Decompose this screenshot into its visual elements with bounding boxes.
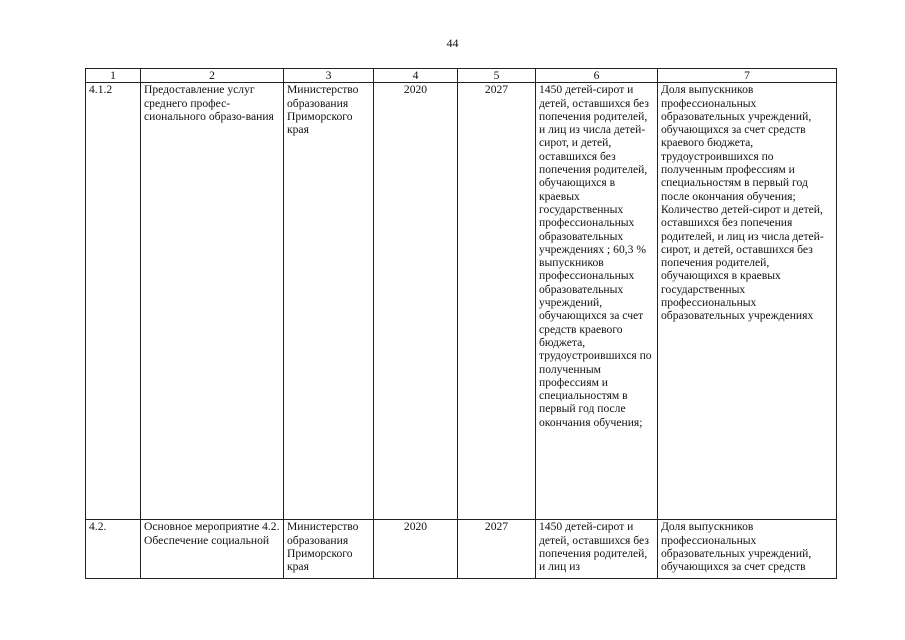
header-row	[86, 69, 837, 83]
column-header-7: 7	[658, 69, 837, 83]
start-year: 2020	[374, 83, 458, 520]
expected-result: 1450 детей-сирот и детей, оставшихся без попечения родителей, и лиц из	[536, 520, 658, 579]
column-header-3: 3	[284, 69, 374, 83]
column-header-1: 1	[86, 69, 141, 83]
linked-indicators: Доля выпускников профессиональных образовательных учреждений, обучающихся за счет средств краевого бюджета, трудоустроившихся по полученным профессиям и специальностям в первый год после окончания обучения; Количество детей-сирот и детей, оставшихся без попечения родителей, и лиц из числа детей-сирот, и детей, оставшихся без попечения родителей, обучающихся в краевых государственных профессиональных образовательных учреждениях	[658, 83, 837, 520]
table-row	[86, 83, 837, 520]
column-header-2: 2	[141, 69, 284, 83]
program-table	[85, 68, 837, 579]
activity-name: Основное мероприятие 4.2. Обеспечение социальной	[141, 520, 284, 579]
activity-name: Предоставление услуг среднего профес-сионального образо-вания	[141, 83, 284, 520]
end-year: 2027	[458, 83, 536, 520]
responsible-executor: Министерство образования Приморского края	[284, 520, 374, 579]
linked-indicators: Доля выпускников профессиональных образовательных учреждений, обучающихся за счет средств	[658, 520, 837, 579]
column-header-6: 6	[536, 69, 658, 83]
column-header-5: 5	[458, 69, 536, 83]
row-number: 4.2.	[86, 520, 141, 579]
row-number: 4.1.2	[86, 83, 141, 520]
column-header-4: 4	[374, 69, 458, 83]
page-number: 44	[446, 36, 459, 50]
expected-result: 1450 детей-сирот и детей, оставшихся без попечения родителей, и лиц из числа детей-сирот, и детей, оставшихся без попечения родителей, обучающихся в краевых государственных профессиональных образовательных учреждениях ; 60,3 % выпускников профессиональных образовательных учреждений, обучающихся за счет средств краевого бюджета, трудоустроившихся по полученным профессиям и специальностям в первый год после окончания обучения;	[536, 83, 658, 520]
table-row	[86, 520, 837, 579]
responsible-executor: Министерство образования Приморского края	[284, 83, 374, 520]
end-year: 2027	[458, 520, 536, 579]
start-year: 2020	[374, 520, 458, 579]
